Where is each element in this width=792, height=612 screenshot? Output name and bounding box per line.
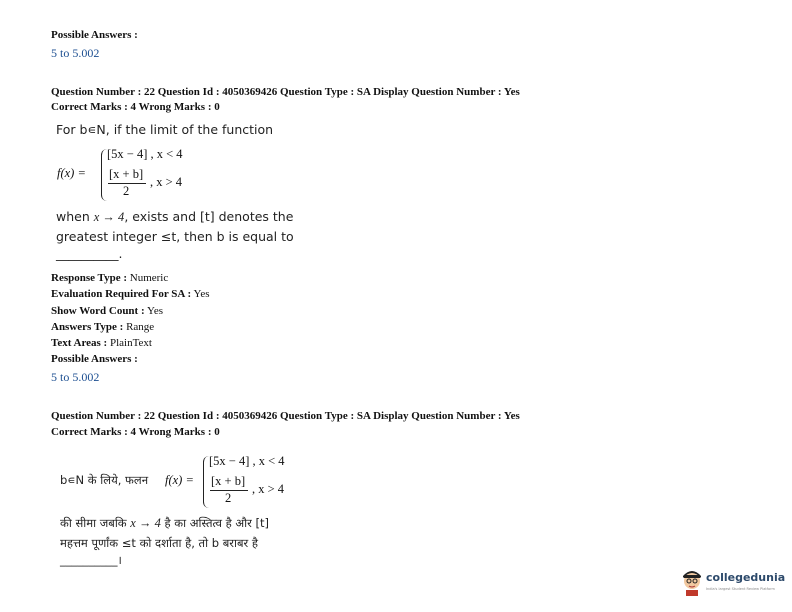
hindi-case1: [5x − 4] , x < 4 bbox=[209, 454, 285, 468]
hindi-question-line2: महत्तम पूर्णांक ≤t को दर्शाता है, तो b बराबर है bbox=[60, 536, 258, 550]
logo-tagline: India's largest Student Review Platform bbox=[706, 587, 775, 591]
evaluation-row bbox=[51, 288, 210, 300]
question-line1 bbox=[56, 209, 293, 225]
text-areas-label: Text Areas : bbox=[51, 337, 108, 349]
hindi-case2-denominator: 2 bbox=[225, 491, 232, 505]
evaluation-label: Evaluation Required For SA : bbox=[51, 288, 192, 300]
case1: [5x − 4] , x < 4 bbox=[107, 147, 183, 161]
hindi-fx-label: f(x) = bbox=[165, 473, 194, 487]
question-header-line2: Correct Marks : 4 Wrong Marks : 0 bbox=[51, 101, 220, 113]
question-header-line1: Question Number : 22 Question Id : 4050369426 Question Type : SA Display Question Number : Yes bbox=[51, 86, 520, 98]
response-type-label: Response Type : bbox=[51, 272, 127, 284]
response-type-row bbox=[51, 272, 168, 284]
hindi-case2-numerator: [x + b] bbox=[211, 474, 246, 488]
exists-text: , exists and [t] denotes the bbox=[124, 209, 294, 224]
word-count-value: Yes bbox=[146, 305, 163, 317]
word-count-label: Show Word Count : bbox=[51, 305, 145, 317]
response-type-value: Numeric bbox=[129, 272, 169, 284]
case2-numerator: [x + b] bbox=[109, 167, 144, 181]
word-count-row bbox=[51, 305, 163, 317]
possible-answers-label: Possible Answers : bbox=[51, 29, 138, 41]
possible-answers-label-2: Possible Answers : bbox=[51, 353, 138, 365]
hindi-question-header-line1: Question Number : 22 Question Id : 4050369426 Question Type : SA Display Question Number : Yes bbox=[51, 410, 520, 422]
question-intro: For b∊N, if the limit of the function bbox=[56, 122, 274, 137]
hindi-question-line1 bbox=[60, 516, 269, 531]
logo-mascot-icon bbox=[680, 569, 704, 597]
answer-blank: __________. bbox=[56, 246, 123, 261]
question-line2: greatest integer ≤t, then b is equal to bbox=[56, 229, 294, 244]
case2-condition: , x > 4 bbox=[150, 175, 183, 189]
answers-type-label: Answers Type : bbox=[51, 321, 124, 333]
case2-denominator: 2 bbox=[123, 184, 130, 198]
fx-label: f(x) = bbox=[57, 166, 86, 180]
answers-type-value: Range bbox=[126, 321, 155, 333]
hindi-line1-part3: है का अस्तित्व है और [t] bbox=[164, 516, 270, 530]
hindi-case2-condition: , x > 4 bbox=[252, 482, 285, 496]
hindi-question-intro: b∊N के लिये, फलन bbox=[60, 473, 149, 487]
text-areas-row bbox=[51, 337, 152, 349]
limit-expression: x → 4 bbox=[93, 210, 125, 224]
hindi-limit-expression: x → 4 bbox=[130, 516, 161, 530]
collegedunia-logo bbox=[680, 567, 788, 603]
text-areas-value: PlainText bbox=[109, 337, 152, 349]
possible-answers-value-2: 5 to 5.002 bbox=[51, 370, 100, 384]
possible-answers-value: 5 to 5.002 bbox=[51, 46, 100, 60]
evaluation-value: Yes bbox=[193, 288, 210, 300]
hindi-question-header-line2: Correct Marks : 4 Wrong Marks : 0 bbox=[51, 426, 220, 438]
answers-type-row bbox=[51, 321, 154, 333]
hindi-answer-blank: __________। bbox=[60, 553, 122, 567]
when-text: when bbox=[56, 209, 90, 224]
logo-name: collegedunia bbox=[706, 571, 786, 584]
hindi-line1-part1: की सीमा जबकि bbox=[60, 516, 127, 530]
